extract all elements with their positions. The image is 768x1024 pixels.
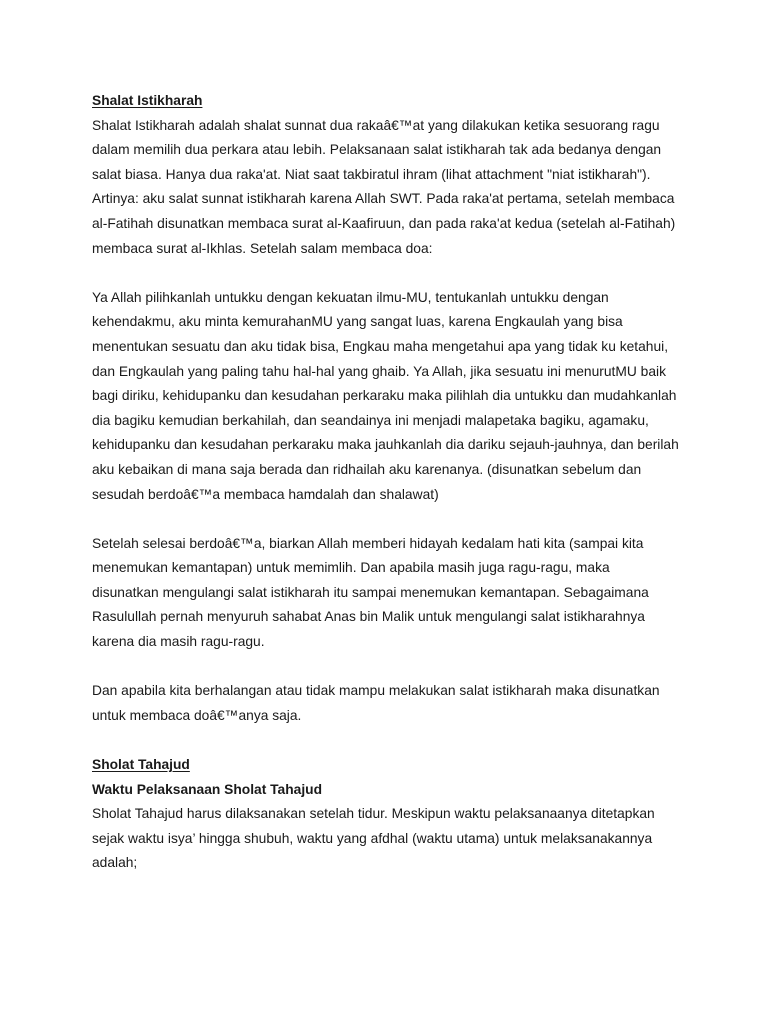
text-line: sejak waktu isya’ hingga shubuh, waktu yang afdhal (waktu utama) untuk melaksanakannya bbox=[92, 830, 653, 846]
text-line: Sholat Tahajud harus dilaksanakan setelah tidur. Meskipun waktu pelaksanaanya ditetapkan bbox=[92, 806, 655, 822]
text-line: salat biasa. Hanya dua raka'at. Niat saat takbiratul ihram (lihat attachment "niat istikharah"). bbox=[92, 166, 651, 182]
paragraph-spacer bbox=[92, 728, 696, 753]
text-line: dalam memilih dua perkara atau lebih. Pelaksanaan salat istikharah tak ada bedanya dengan bbox=[92, 142, 662, 158]
section-subtitle-tahajud-time: Waktu Pelaksanaan Sholat Tahajud bbox=[92, 781, 323, 797]
text-line: Shalat Istikharah adalah shalat sunnat dua rakaâ€™at yang dilakukan ketika sesuorang ragu bbox=[92, 117, 660, 133]
text-line: Dan apabila kita berhalangan atau tidak mampu melakukan salat istikharah maka disunatkan bbox=[92, 683, 660, 699]
text-line: Ya Allah pilihkanlah untukku dengan kekuatan ilmu-MU, tentukanlah untukku dengan bbox=[92, 289, 609, 305]
text-line: dia bagiku kemudian berkahilah, dan seandainya ini menjadi malapetaka bagiku, agamaku, bbox=[92, 412, 649, 428]
document-page bbox=[92, 89, 696, 876]
paragraph-spacer bbox=[92, 507, 696, 532]
text-line: menemukan kemantapan) untuk memimlih. Dan apabila masih juga ragu-ragu, maka bbox=[92, 560, 610, 576]
text-line: Rasulullah pernah menyuruh sahabat Anas bin Malik untuk mengulangi salat istikharahnya bbox=[92, 609, 645, 625]
text-line: adalah; bbox=[92, 855, 138, 871]
istikharah-closing-paragraph bbox=[92, 679, 696, 728]
text-line: sesudah berdoâ€™a membaca hamdalah dan shalawat) bbox=[92, 486, 439, 502]
section-title-istikharah: Shalat Istikharah bbox=[92, 93, 203, 108]
text-line: bagi diriku, kehidupanku dan kesudahan perkaraku maka pilihlah dia untukku dan mudahkanlah bbox=[92, 388, 677, 404]
text-line: karena dia masih ragu-ragu. bbox=[92, 634, 265, 650]
istikharah-doa-paragraph bbox=[92, 286, 696, 507]
text-line: untuk membaca doâ€™anya saja. bbox=[92, 707, 302, 723]
text-line: menentukan sesuatu dan aku tidak bisa, Engkau maha mengetahui apa yang tidak ku ketahui, bbox=[92, 338, 669, 354]
text-line: dan Engkaulah yang paling tahu hal-hal yang ghaib. Ya Allah, jika sesuatu ini menurutMU baik bbox=[92, 363, 666, 379]
istikharah-intro-paragraph bbox=[92, 114, 696, 262]
text-line: disunatkan mengulangi salat istikharah itu sampai menemukan kemantapan. Sebagaimana bbox=[92, 584, 649, 600]
istikharah-after-paragraph bbox=[92, 532, 696, 655]
text-line: Artinya: aku salat sunnat istikharah karena Allah SWT. Pada raka'at pertama, setelah membaca bbox=[92, 191, 675, 207]
text-line: aku kebaikan di mana saja berada dan ridhailah aku karenanya. (disunatkan sebelum dan bbox=[92, 461, 642, 477]
text-line: membaca surat al-Ikhlas. Setelah salam membaca doa: bbox=[92, 240, 433, 256]
tahajud-body-paragraph bbox=[92, 802, 696, 876]
section-title-tahajud: Sholat Tahajud bbox=[92, 757, 190, 773]
text-line: al-Fatihah disunatkan membaca surat al-Kaafiruun, dan pada raka'at kedua (setelah al-Fatihah) bbox=[92, 215, 676, 231]
text-line: kehidupanku dan kesudahan perkaraku maka jauhkanlah dia dariku sejauh-jauhnya, dan berilah bbox=[92, 437, 679, 453]
paragraph-spacer bbox=[92, 655, 696, 680]
paragraph-spacer bbox=[92, 261, 696, 286]
text-line: Setelah selesai berdoâ€™a, biarkan Allah memberi hidayah kedalam hati kita (sampai kita bbox=[92, 535, 644, 551]
text-line: kehendakmu, aku minta kemurahanMU yang sangat luas, karena Engkaulah yang bisa bbox=[92, 314, 623, 330]
